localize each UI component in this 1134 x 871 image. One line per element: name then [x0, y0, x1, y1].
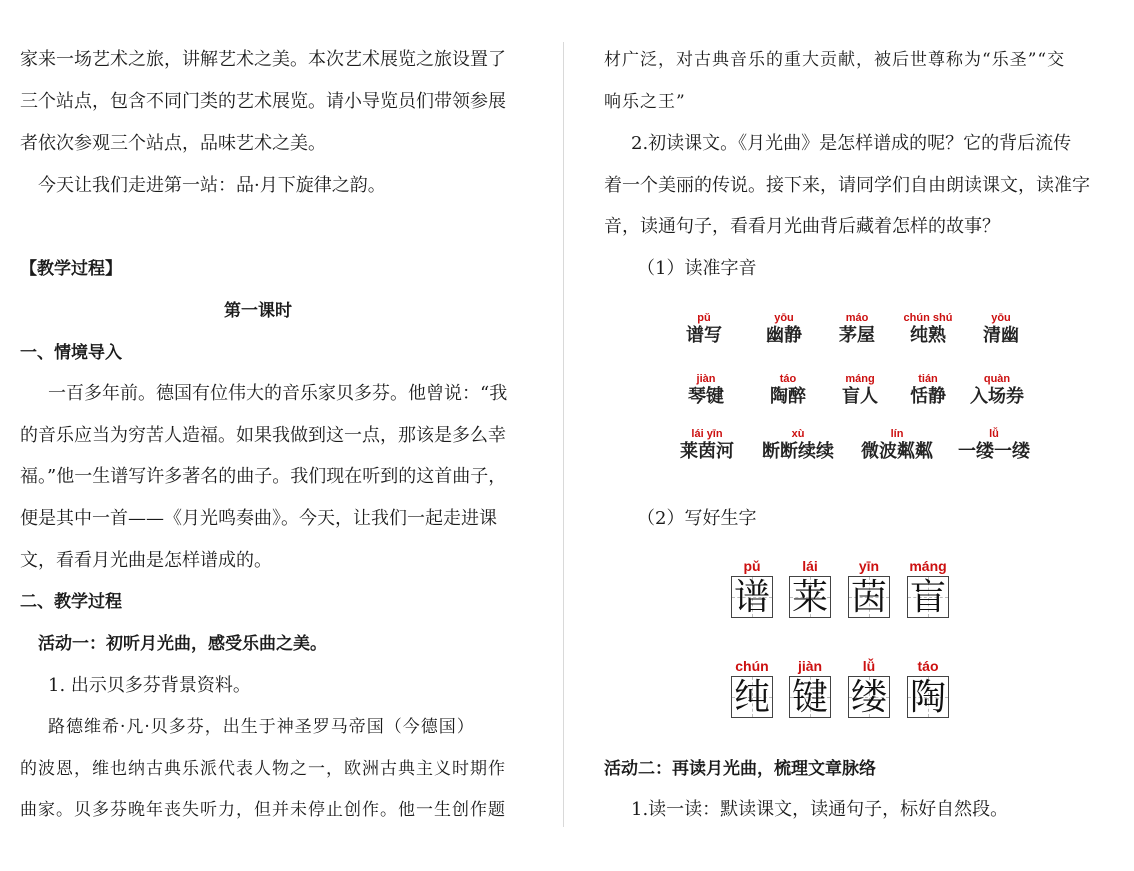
vocab-word: 微波粼粼: [861, 441, 933, 462]
column-divider: [563, 42, 564, 827]
pinyin: táo: [917, 658, 939, 674]
item2-line-3: 音，读通句子，看看月光曲背后藏着怎样的故事？: [604, 216, 1000, 237]
pinyin: lǚ: [989, 428, 999, 440]
pinyin: chún shú: [903, 312, 953, 324]
pinyin: pǔ: [697, 312, 711, 324]
pinyin: pǔ: [743, 558, 761, 574]
pinyin: máng: [845, 373, 875, 385]
section1-title: 一、情境导入: [20, 343, 122, 363]
bio-cont-line-1: 材广泛，对古典音乐的重大贡献，被后世尊称为“乐圣”“交: [604, 50, 1066, 70]
bio-line-3: 曲家。贝多芬晚年丧失听力，但并未停止创作。他一生创作题: [20, 800, 506, 820]
process-heading: 【教学过程】: [20, 259, 122, 279]
pinyin: lái yīn: [691, 428, 723, 440]
vocab-word: 一缕一缕: [958, 441, 1030, 462]
lesson-title: 第一课时: [224, 301, 292, 321]
section1-para-line-1: 一百多年前。德国有位伟大的音乐家贝多芬。他曾说：“我: [48, 383, 508, 404]
read-item: 1.读一读：默读课文，读通句子，标好自然段。: [631, 799, 1009, 820]
vocab-word: 盲人: [842, 386, 878, 407]
tian-grid-box: [789, 676, 831, 718]
pinyin: jiàn: [797, 658, 823, 674]
bio-line-1: 路德维希·凡·贝多芬，出生于神圣罗马帝国（今德国）: [48, 717, 475, 737]
char-cell: [907, 658, 949, 718]
activity1-title: 活动一：初听月光曲，感受乐曲之美。: [38, 634, 327, 654]
pinyin: máng: [909, 558, 947, 574]
vocab-word: 莱茵河: [680, 441, 734, 462]
vocab-item: [932, 373, 1062, 408]
tian-grid-box: [731, 576, 773, 618]
char-cell: [907, 558, 949, 618]
pinyin: jiàn: [696, 373, 716, 385]
pinyin: chún: [735, 658, 769, 674]
intro-line-2: 三个站点，包含不同门类的艺术展览。请小导览员们带领参展: [20, 91, 506, 112]
practice-char: 莱: [791, 577, 828, 618]
bio-line-2: 的波恩，维也纳古典乐派代表人物之一，欧洲古典主义时期作: [20, 759, 506, 779]
char-cell: [848, 558, 890, 618]
vocab-item: [929, 428, 1059, 463]
vocab-word: 幽静: [766, 325, 802, 346]
tian-grid-box: [848, 576, 890, 618]
item2-line-2: 着一个美丽的传说。接下来，请同学们自由朗读课文，读准字: [604, 175, 1090, 196]
vocab-word: 茅屋: [839, 325, 875, 346]
vocab-word: 谱写: [686, 325, 722, 346]
practice-char: 键: [791, 677, 828, 718]
section1-para-line-4: 便是其中一首——《月光鸣奏曲》。今天，让我们一起走进课: [20, 508, 497, 529]
sub1-title: （1）读准字音: [637, 258, 757, 279]
intro-line-3: 者依次参观三个站点，品味艺术之美。: [20, 133, 326, 154]
pinyin: máo: [845, 312, 869, 324]
char-cell: [731, 658, 773, 718]
practice-char: 缕: [850, 677, 887, 718]
vocab-word: 陶醉: [770, 386, 806, 407]
item1: 1. 出示贝多芬背景资料。: [48, 675, 251, 696]
vocab-item: [936, 312, 1066, 347]
pinyin: lǚ: [862, 658, 876, 674]
bio-cont-line-2: 响乐之王”: [604, 92, 686, 112]
pinyin: yōu: [774, 312, 794, 324]
section1-para-line-5: 文，看看月光曲是怎样谱成的。: [20, 550, 272, 571]
practice-char: 谱: [733, 577, 770, 618]
pinyin: tián: [918, 373, 938, 385]
pinyin: xù: [791, 428, 805, 440]
vocab-word: 清幽: [983, 325, 1019, 346]
pinyin: yōu: [991, 312, 1011, 324]
tian-grid-box: [907, 676, 949, 718]
section1-para-line-3: 福。”他一生谱写许多著名的曲子。我们现在听到的这首曲子，: [20, 466, 507, 487]
pinyin: táo: [779, 373, 797, 385]
tian-grid-box: [848, 676, 890, 718]
section1-para-line-2: 的音乐应当为穷苦人造福。如果我做到这一点，那该是多么幸: [20, 425, 506, 446]
char-cell: [789, 558, 831, 618]
section2-title: 二、教学过程: [20, 592, 122, 612]
char-cell: [731, 558, 773, 618]
vocab-word: 琴键: [688, 386, 724, 407]
pinyin: yīn: [858, 558, 880, 574]
pinyin: lái: [802, 558, 818, 574]
char-cell: [789, 658, 831, 718]
tian-grid-box: [731, 676, 773, 718]
char-cell: [848, 658, 890, 718]
vocab-word: 纯熟: [910, 325, 946, 346]
sub2-title: （2）写好生字: [637, 508, 757, 529]
item2-line-1: 2.初读课文。《月光曲》是怎样谱成的呢？它的背后流传: [631, 133, 1072, 154]
pinyin: lín: [890, 428, 904, 440]
vocab-word: 断断续续: [762, 441, 834, 462]
practice-char: 陶: [909, 677, 946, 718]
vocab-word: 入场券: [970, 386, 1024, 407]
intro-line-1: 家来一场艺术之旅，讲解艺术之美。本次艺术展览之旅设置了: [20, 49, 506, 70]
practice-char: 盲: [909, 577, 946, 618]
tian-grid-box: [907, 576, 949, 618]
today-line: 今天让我们走进第一站：品·月下旋律之韵。: [38, 175, 386, 196]
practice-char: 纯: [733, 677, 770, 718]
tian-grid-box: [789, 576, 831, 618]
vocab-word: 恬静: [910, 386, 946, 407]
practice-char: 茵: [850, 577, 887, 618]
pinyin: quàn: [983, 373, 1011, 385]
activity2-title: 活动二：再读月光曲，梳理文章脉络: [604, 759, 876, 779]
